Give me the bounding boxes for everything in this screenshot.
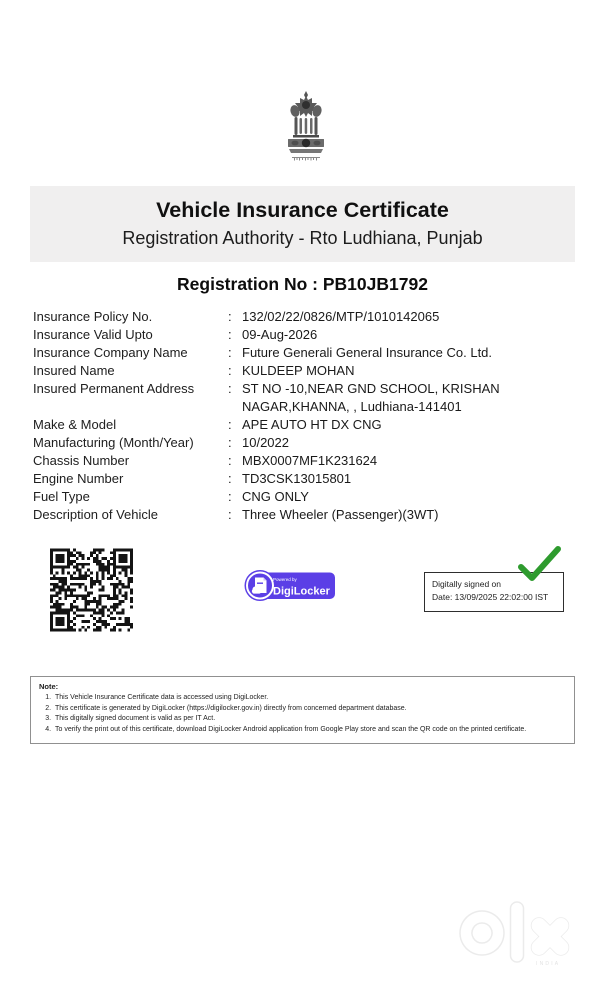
registration-number-heading: Registration No : PB10JB1792 xyxy=(177,274,428,294)
field-value: ST NO -10,NEAR GND SCHOOL, KRISHAN NAGAR,KHANNA, , Ludhiana-141401 xyxy=(242,381,500,414)
field-colon: : xyxy=(228,489,232,504)
field-row xyxy=(33,470,575,488)
field-colon: : xyxy=(228,363,232,378)
field-row xyxy=(33,416,575,434)
field-value: Future Generali General Insurance Co. Ltd. xyxy=(242,345,493,360)
title-banner xyxy=(30,186,575,262)
field-row xyxy=(33,326,575,344)
field-value: 132/02/22/0826/MTP/1010142065 xyxy=(242,309,440,324)
green-check-icon xyxy=(516,545,562,583)
digilocker-brand-label: DigiLocker xyxy=(273,585,330,598)
field-label: Insurance Valid Upto xyxy=(33,327,153,342)
watermark-region-label: INDIA xyxy=(536,961,561,967)
field-colon: : xyxy=(228,327,232,342)
field-value: KULDEEP MOHAN xyxy=(242,363,355,378)
field-value: CNG ONLY xyxy=(242,489,309,504)
signature-line2: Date: 13/09/2025 22:02:00 IST xyxy=(432,592,549,602)
field-row xyxy=(33,506,575,524)
note-item: 2. This certificate is generated by DigiLocker (https://digilocker.gov.in) directly from concerned department database. xyxy=(53,704,566,715)
field-row xyxy=(33,452,575,470)
field-value: 10/2022 xyxy=(242,435,289,450)
field-label: Engine Number xyxy=(33,471,124,486)
powered-by-label: Powered by xyxy=(273,577,297,582)
field-value: Three Wheeler (Passenger)(3WT) xyxy=(242,507,439,522)
field-colon: : xyxy=(228,309,232,324)
field-colon: : xyxy=(228,435,232,450)
note-item: 1. This Vehicle Insurance Certificate data is accessed using DigiLocker. xyxy=(53,693,566,704)
field-label: Insured Name xyxy=(33,363,115,378)
field-label: Insurance Company Name xyxy=(33,345,188,360)
note-item: 3. This digitally signed document is valid as per IT Act. xyxy=(53,714,566,725)
field-colon: : xyxy=(228,345,232,360)
signature-line1: Digitally signed on xyxy=(432,579,501,589)
field-label: Description of Vehicle xyxy=(33,507,159,522)
field-value: APE AUTO HT DX CNG xyxy=(242,417,382,432)
field-row xyxy=(33,344,575,362)
note-list xyxy=(53,693,566,735)
field-value: MBX0007MF1K231624 xyxy=(242,453,378,468)
india-emblem-icon xyxy=(281,91,331,165)
digilocker-badge xyxy=(243,568,336,604)
field-row xyxy=(33,380,575,416)
field-label: Chassis Number xyxy=(33,453,130,468)
field-row xyxy=(33,362,575,380)
field-label: Make & Model xyxy=(33,417,117,432)
field-value: TD3CSK13015801 xyxy=(242,471,352,486)
field-value: 09-Aug-2026 xyxy=(242,327,318,342)
note-item: 4. To verify the print out of this certificate, download DigiLocker Android application from Google Play store and scan the QR code on the printed certificate. xyxy=(53,725,566,736)
field-label: Insured Permanent Address xyxy=(33,381,195,396)
certificate-fields xyxy=(33,308,575,524)
field-row xyxy=(33,434,575,452)
qr-code xyxy=(50,548,133,632)
field-label: Fuel Type xyxy=(33,489,90,504)
field-colon: : xyxy=(228,507,232,522)
field-colon: : xyxy=(228,471,232,486)
olx-watermark xyxy=(452,896,577,968)
field-label: Manufacturing (Month/Year) xyxy=(33,435,194,450)
note-heading: Note: xyxy=(39,682,59,691)
field-colon: : xyxy=(228,417,232,432)
field-colon: : xyxy=(228,381,232,396)
note-box xyxy=(30,676,575,744)
page-title: Vehicle Insurance Certificate xyxy=(156,198,449,222)
field-row xyxy=(33,308,575,326)
field-row xyxy=(33,488,575,506)
field-colon: : xyxy=(228,453,232,468)
page-subtitle: Registration Authority - Rto Ludhiana, Punjab xyxy=(122,228,483,248)
field-label: Insurance Policy No. xyxy=(33,309,153,324)
